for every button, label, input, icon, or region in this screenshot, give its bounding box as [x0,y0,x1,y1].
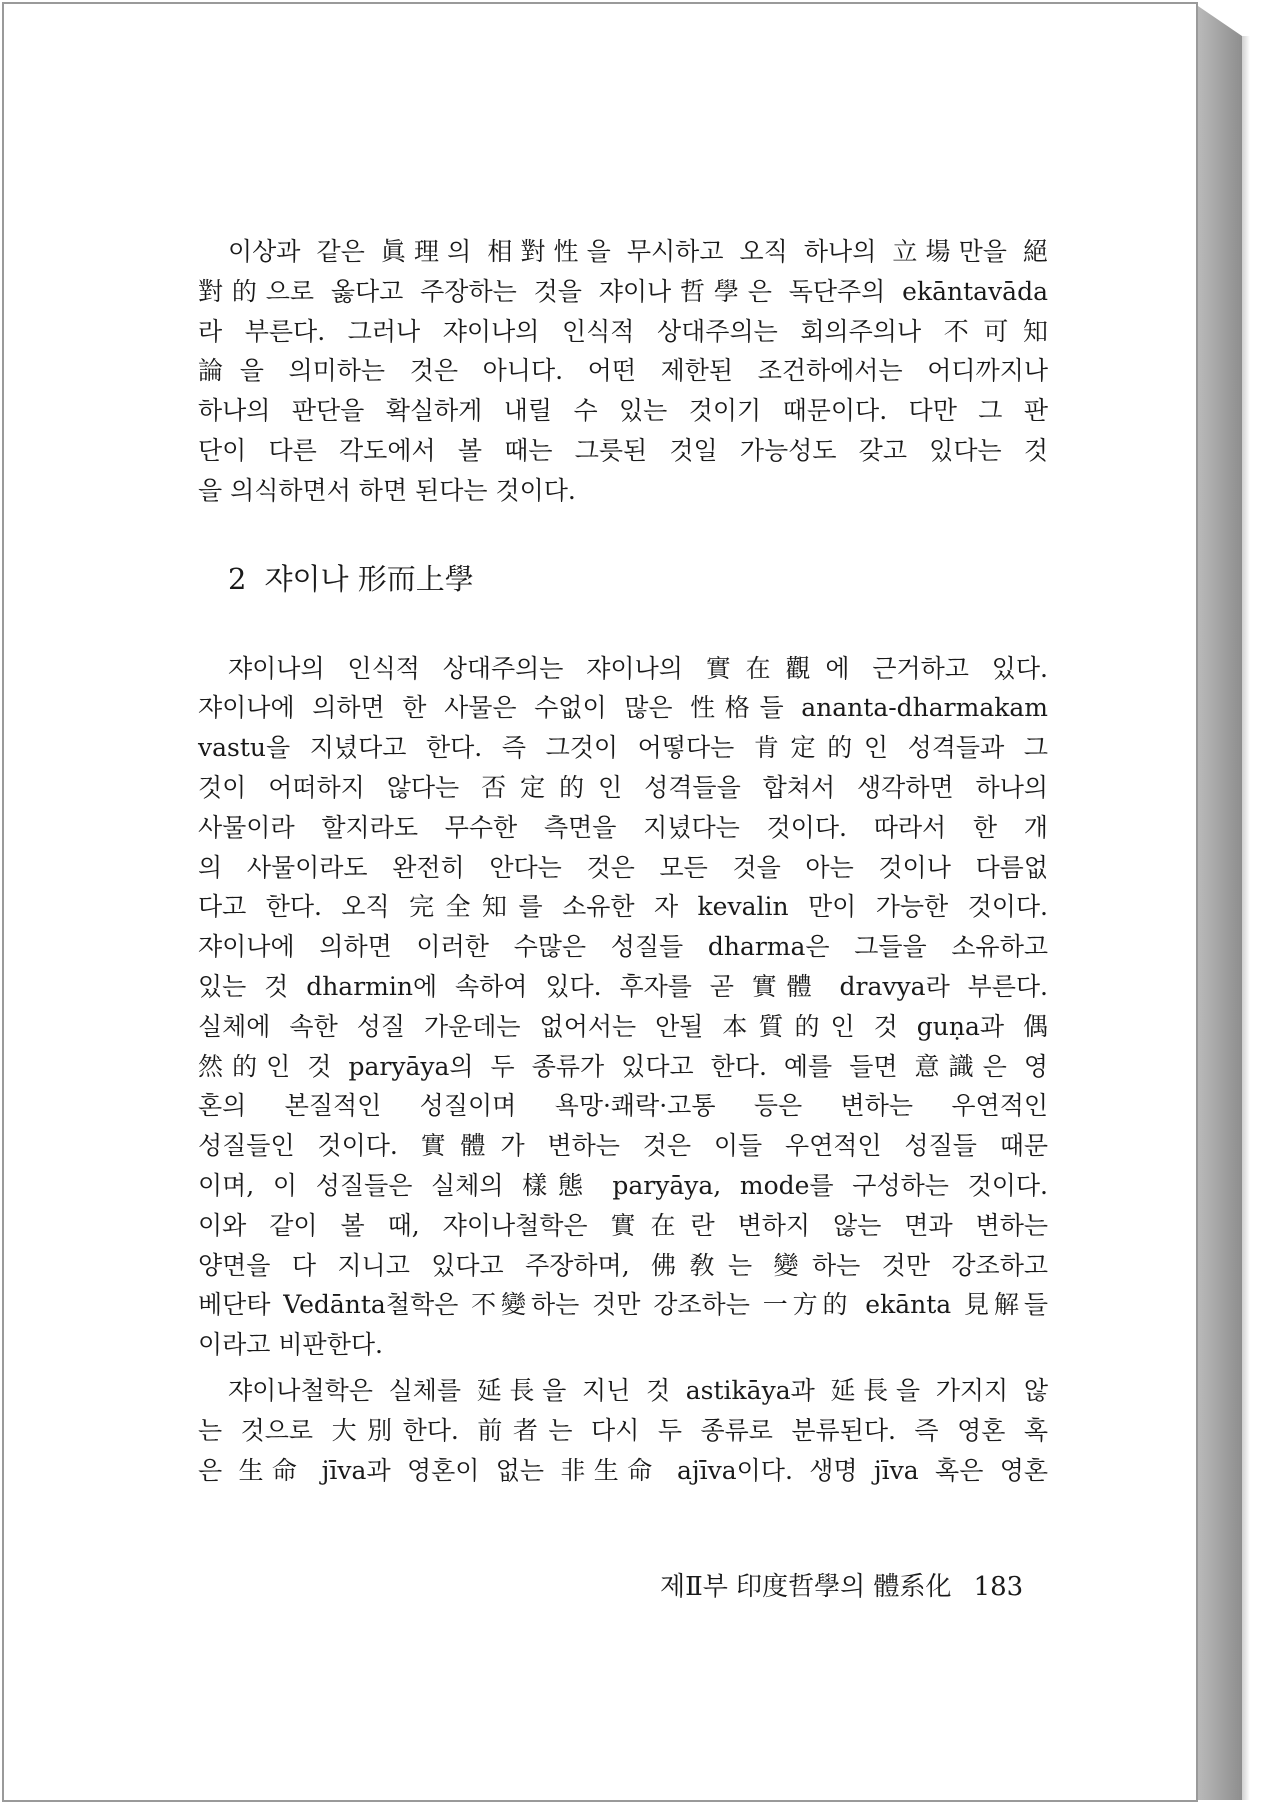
text-line: 는 것으로 大別한다. 前者는 다시 두 종류로 분류된다. 즉 영혼 혹 [198,1415,1048,1445]
text-line: 對的으로 옳다고 주장하는 것을 쟈이나哲學은 독단주의 ekāntavāda [198,276,1048,306]
paragraph-substance [198,1371,1048,1490]
text-line: 의 사물이라도 완전히 안다는 것은 모든 것을 아는 것이나 다름없 [198,852,1048,882]
text-line: 다고 한다. 오직 完全知를 소유한 자 kevalin 만이 가능한 것이다. [198,892,1048,922]
text-line: 성질들인 것이다. 實體가 변하는 것은 이들 우연적인 성질들 때문 [198,1131,1048,1161]
text-line: 쟈이나에 의하면 한 사물은 수없이 많은 性格들 ananta-dharmakam [198,693,1048,723]
text-line: 은 生命 jīva과 영혼이 없는 非生命 ajīva이다. 생명 jīva 혹은 영혼 [198,1455,1048,1485]
text-line: 것이 어떠하지 않다는 否定的인 성격들을 합쳐서 생각하면 하나의 [198,772,1048,802]
text-line: 을 의식하면서 하면 된다는 것이다. [198,475,576,505]
page-number: 183 [973,1572,1024,1602]
text-line: 이와 같이 볼 때, 쟈이나철학은 實在란 변하지 않는 면과 변하는 [198,1210,1048,1240]
text-line: 혼의 본질적인 성질이며 욕망·쾌락·고통 등은 변하는 우연적인 [198,1091,1048,1121]
text-line: 이상과 같은 眞理의 相對性을 무시하고 오직 하나의 立場만을 絕 [228,237,1048,266]
text-line: 라 부른다. 그러나 쟈이나의 인식적 상대주의는 회의주의나 不可知 [198,316,1048,346]
section-title: 쟈이나 形而上學 [264,561,474,596]
text-line: 이라고 비판한다. [198,1330,383,1360]
text-line: 이며, 이 성질들은 실체의 樣態 paryāya, mode를 구성하는 것이다. [198,1170,1048,1200]
running-footer [660,1566,1023,1603]
text-line: 양면을 다 지니고 있다고 주장하며, 佛敎는 變하는 것만 강조하고 [198,1250,1048,1280]
page-edge [1198,6,1242,1800]
text-line: 然的인 것 paryāya의 두 종류가 있다고 한다. 예를 들면 意識은 영 [198,1051,1048,1081]
text-line: 사물이라 할지라도 무수한 측면을 지녔다는 것이다. 따라서 한 개 [198,812,1048,842]
paragraph-relativism [198,232,1048,511]
text-line: 있는 것 dharmin에 속하여 있다. 후자를 곧 實體 dravya라 부른다. [198,971,1048,1001]
text-line: 쟈이나의 인식적 상대주의는 쟈이나의 實在觀에 근거하고 있다. [228,653,1048,683]
page-shadow [1242,36,1250,1800]
page-body [198,232,1048,1490]
text-line: 쟈이나에 의하면 이러한 수많은 성질들 dharma은 그들을 소유하고 [198,932,1048,962]
section-number: 2 [228,561,247,596]
text-line: 베단타 Vedānta철학은 不變하는 것만 강조하는 一方的 ekānta 見解들 [198,1290,1048,1320]
text-line: vastu을 지녔다고 한다. 즉 그것이 어떻다는 肯定的인 성격들과 그 [198,733,1048,763]
text-line: 論을 의미하는 것은 아니다. 어떤 제한된 조건하에서는 어디까지나 [198,356,1048,386]
text-line: 실체에 속한 성질 가운데는 없어서는 안될 本質的인 것 guṇa과 偶 [198,1011,1048,1041]
text-line: 쟈이나철학은 실체를 延長을 지닌 것 astikāya과 延長을 가지지 않 [228,1375,1048,1405]
paragraph-metaphysics [198,649,1048,1365]
text-line: 하나의 판단을 확실하게 내릴 수 있는 것이기 때문이다. 다만 그 판 [198,396,1048,426]
footer-section-title: 제Ⅱ부 印度哲學의 體系化 [660,1572,952,1602]
text-line: 단이 다른 각도에서 볼 때는 그릇된 것일 가능성도 갖고 있다는 것 [198,435,1048,465]
section-heading [228,559,1048,599]
